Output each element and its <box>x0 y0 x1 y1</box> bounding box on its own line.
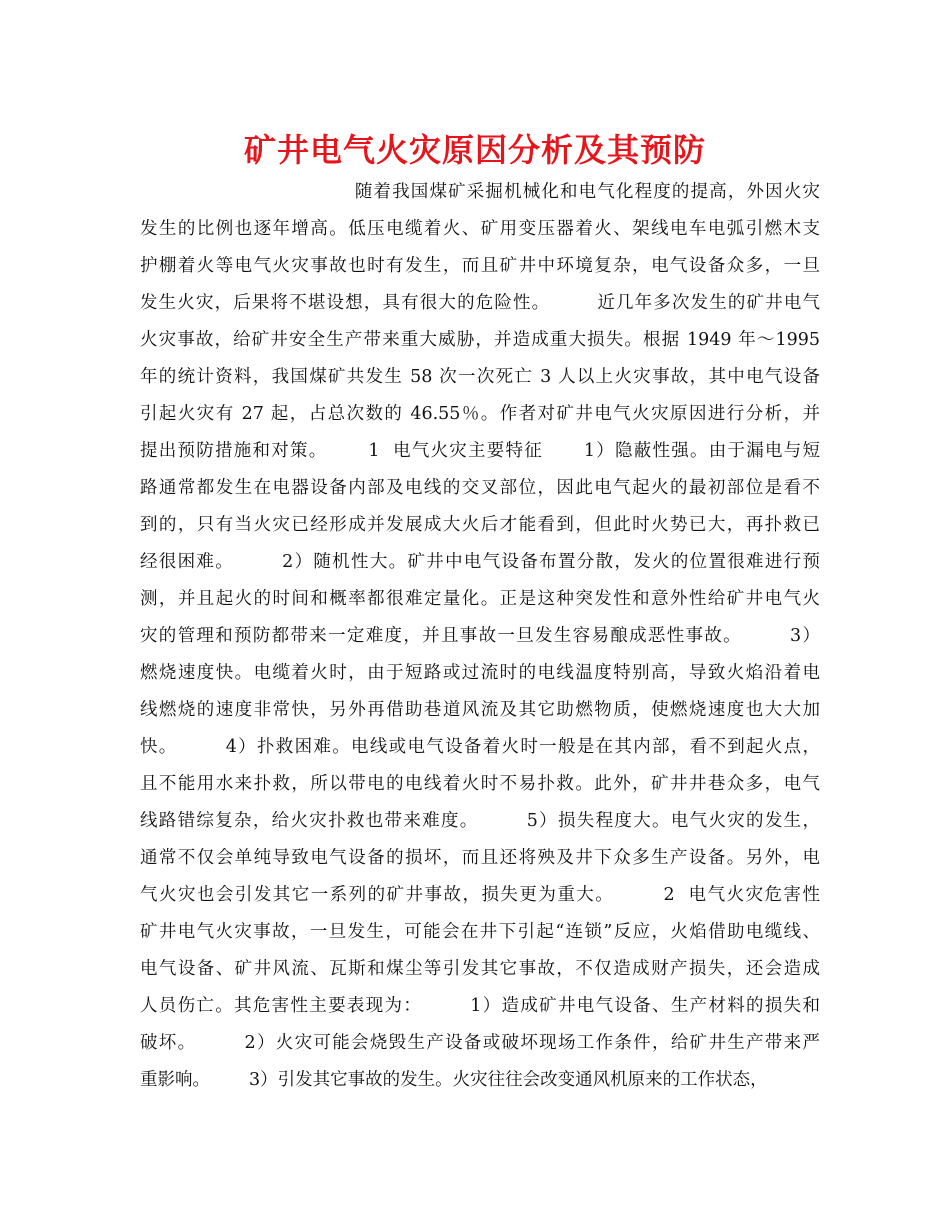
body-line: 发生火灾，后果将不堪设想，具有很大的危险性。 近几年多次发生的矿井电气 <box>140 293 820 313</box>
document-title: 矿井电气火灾原因分析及其预防 <box>243 131 706 169</box>
body-line: 灾的管理和预防都带来一定难度，并且事故一旦发生容易酿成恶性事故。 3） <box>140 626 820 646</box>
body-line: 发生的比例也逐年增高。低压电缆着火、矿用变压器着火、架线电车电弧引燃木支 <box>140 219 820 239</box>
body-line: 通常不仅会单纯导致电气设备的损坏，而且还将殃及井下众多生产设备。另外，电 <box>140 848 820 868</box>
body-line: 火灾事故，给矿井安全生产带来重大威胁，并造成重大损失。根据 1949 年～1995 <box>140 330 820 350</box>
body-line: 护棚着火等电气火灾事故也时有发生，而且矿井中环境复杂，电气设备众多，一旦 <box>140 256 820 276</box>
body-line: 破坏。 2）火灾可能会烧毁生产设备或破坏现场工作条件，给矿井生产带来严 <box>140 1033 820 1053</box>
body-line: 随着我国煤矿采掘机械化和电气化程度的提高，外因火灾 <box>140 182 820 202</box>
body-line: 路通常都发生在电器设备内部及电线的交叉部位，因此电气起火的最初部位是看不 <box>140 478 820 498</box>
body-line: 人员伤亡。其危害性主要表现为： 1）造成矿井电气设备、生产材料的损失和 <box>140 996 820 1016</box>
body-line: 年的统计资料，我国煤矿共发生 58 次一次死亡 3 人以上火灾事故，其中电气设备 <box>140 367 820 387</box>
body-line: 线路错综复杂，给火灾扑救也带来难度。 5）损失程度大。电气火灾的发生， <box>140 811 820 831</box>
body-line: 线燃烧的速度非常快，另外再借助巷道风流及其它助燃物质，使燃烧速度也大大加 <box>140 700 820 720</box>
body-line: 测，并且起火的时间和概率都很难定量化。正是这种突发性和意外性给矿井电气火 <box>140 589 820 609</box>
body-line: 且不能用水来扑救，所以带电的电线着火时不易扑救。此外，矿井井巷众多，电气 <box>140 774 820 794</box>
body-line: 气火灾也会引发其它一系列的矿井事故，损失更为重大。 2 电气火灾危害性 <box>140 885 820 905</box>
body-line: 到的，只有当火灾已经形成并发展成大火后才能看到，但此时火势已大，再扑救已 <box>140 515 820 535</box>
body-line: 提出预防措施和对策。 1 电气火灾主要特征 1）隐蔽性强。由于漏电与短 <box>140 441 820 461</box>
body-line: 燃烧速度快。电缆着火时，由于短路或过流时的电线温度特别高，导致火焰沿着电 <box>140 663 820 683</box>
body-line: 电气设备、矿井风流、瓦斯和煤尘等引发其它事故，不仅造成财产损失，还会造成 <box>140 959 820 979</box>
body-line: 引起火灾有 27 起，占总次数的 46.55％。作者对矿井电气火灾原因进行分析，并 <box>140 404 820 424</box>
body-line: 经很困难。 2）随机性大。矿井中电气设备布置分散，发火的位置很难进行预 <box>140 552 820 572</box>
body-line: 重影响。 3）引发其它事故的发生。火灾往往会改变通风机原来的工作状态， <box>140 1070 768 1090</box>
body-line: 快。 4）扑救困难。电线或电气设备着火时一般是在其内部，看不到起火点， <box>140 737 820 757</box>
body-line: 矿井电气火灾事故，一旦发生，可能会在井下引起“连锁”反应，火焰借助电缆线、 <box>140 922 820 942</box>
